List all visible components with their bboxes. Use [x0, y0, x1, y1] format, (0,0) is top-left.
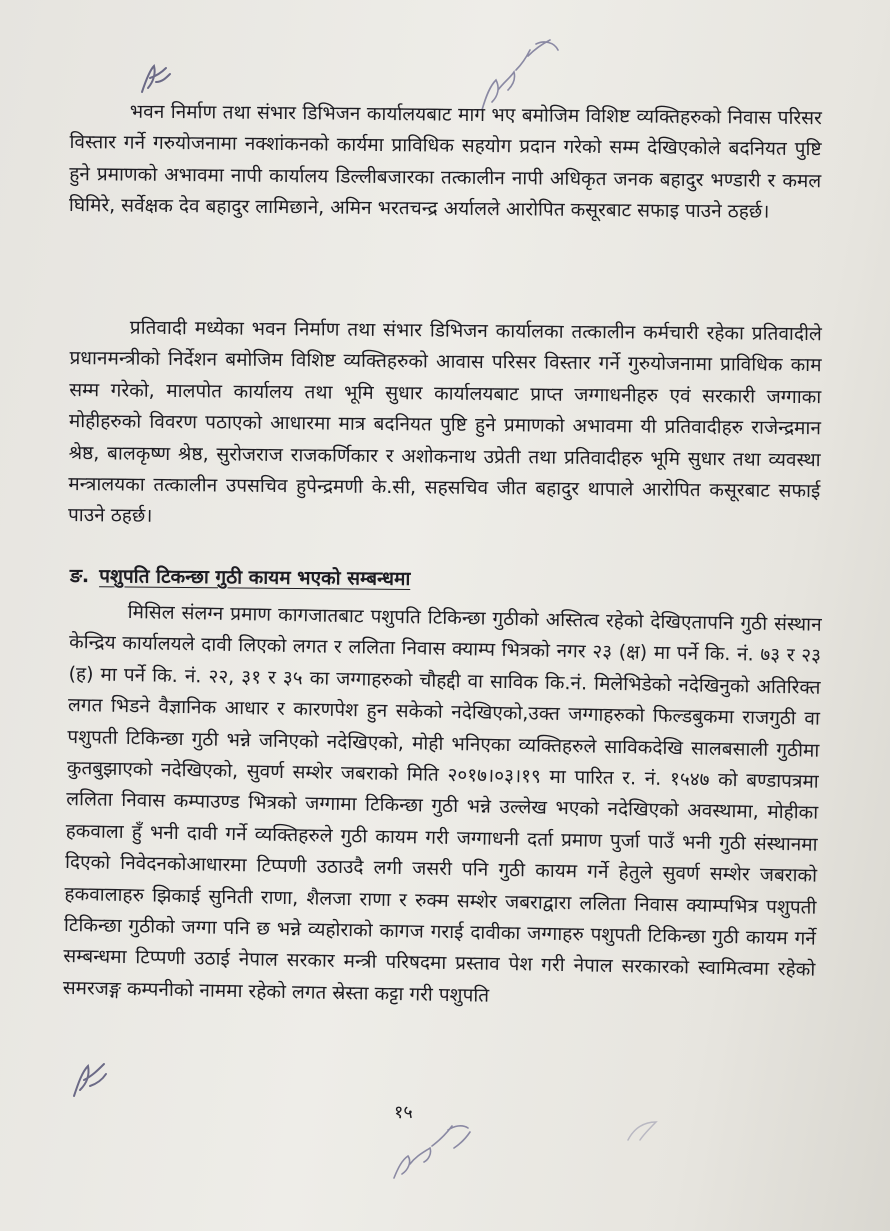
handwritten-margin-initial	[66, 1058, 112, 1102]
section-marker: ङ.	[69, 564, 90, 588]
faint-pen-mark	[620, 1110, 680, 1150]
handwritten-initial-mark	[136, 60, 176, 98]
paragraph-pashupati-guthi: मिसिल संलग्न प्रमाण कागजातबाट पशुपति टिकिन्छा गुठीको अस्तित्व रहेको देखिएतापनि गुठी संस्थान केन्द्रिय कार्यालयले दावी लिएको लगत र ललिता निवास क्याम्प भित्रको नगर २३ (क्ष) मा पर्ने कि. नं. ७३ र २३ (ह) मा पर्ने कि. नं. २२, ३१ र ३५ का जग्गाहरुको चौहद्दी वा साविक कि.नं. मिलेभिडेको नदेखिनुको अतिरिक्त लगत भिडने वैज्ञानिक आधार र कारणपेश हुन सकेको नदेखिएको,उक्त जग्गाहरुको फिल्डबुकमा राजगुठी वा पशुपती टिकिन्छा गुठी भन्ने जनिएको नदेखिएको, मोही भनिएका व्यक्तिहरुले साविकदेखि सालबसाली गुठीमा कुतबुझाएको नदेखिएको, सुवर्ण सम्शेर जबराको मिति २०१७।०३।१९ मा पारित र. नं. १५४७ को बण्डापत्रमा ललिता निवास कम्पाउण्ड भित्रको जग्गामा टिकिन्छा गुठी भन्ने उल्लेख भएको नदेखिएको अवस्थामा, मोहीका हकवाला हुँ भनी दावी गर्ने व्यक्तिहरुले गुठी कायम गरी जग्गाधनी दर्ता प्रमाण पुर्जा पाउँ भनी गुठी संस्थानमा दिएको निवेदनकोआधारमा टिप्पणी उठाउदै लगी जसरी पनि गुठी कायम गर्ने हेतुले सुवर्ण सम्शेर जबराको हकवालाहरु झिकाई सुनिती राणा, शैलजा राणा र रुक्म सम्शेर जबराद्वारा ललिता निवास क्याम्पभित्र पशुपती टिकिन्छा गुठीको जग्गा पनि छ भन्ने व्यहोराको कागज गराई दावीका जग्गाहरु पशुपती टिकिन्छा गुठी कायम गर्ने सम्बन्धमा टिप्पणी उठाई नेपाल सरकार मन्त्री परिषदमा प्रस्ताव पेश गरी नेपाल सरकारको स्वामित्वमा रहेको समरजङ्ग कम्पनीको नाममा रहेको लगत स्रेस्ता कट्टा गरी पशुपति	[62, 601, 822, 1007]
paragraph-building-division-staff: प्रतिवादी मध्येका भवन निर्माण तथा संभार डिभिजन कार्यालका तत्कालीन कर्मचारी रहेका प्रतिवादीले प्रधानमन्त्रीको निर्देशन बमोजिम विशिष्ट व्यक्तिहरुको आवास परिसर विस्तार गर्ने गुरुयोजनामा प्राविधिक काम सम्म गरेको, मालपोत कार्यालय तथा भूमि सुधार कार्यालयबाट प्राप्त जग्गाधनीहरु एवं सरकारी जग्गाका मोहीहरुको विवरण पठाएको आधारमा मात्र बदनियत पुष्टि हुने प्रमाणको अभावमा यी प्रतिवादीहरु राजेन्द्रमान श्रेष्ठ, बालकृष्ण श्रेष्ठ, सुरोजराज राजकर्णिकार र अशोकनाथ उप्रेती तथा प्रतिवादीहरु भूमि सुधार तथा व्यवस्था मन्त्रालयका तत्कालीन उपसचिव हुपेन्द्रमणी के.सी, सहसचिव जीत बहादुर थापाले आरोपित कसूरबाट सफाई पाउने ठहर्छ।	[67, 316, 822, 528]
section-heading	[70, 562, 411, 593]
handwritten-bottom-signature	[384, 1108, 484, 1188]
page-number: १५	[394, 1102, 413, 1123]
paragraph-survey-officials: भवन निर्माण तथा संभार डिभिजन कार्यालयबाट माग भए बमोजिम विशिष्ट व्यक्तिहरुको निवास परिसर विस्तार गर्ने गरुयोजनामा नक्शांकनको कार्यमा प्राविधिक सहयोग प्रदान गरेको सम्म देखिएकोले बदनियत पुष्टि हुने प्रमाणको अभावमा नापी कार्यालय डिल्लीबजारका तत्कालीन नापी अधिकृत जनक बहादुर भण्डारी र कमल घिमिरे, सर्वेक्षक देव बहादुर लामिछाने, अमिन भरतचन्द्र अर्यालले आरोपित कसूरबाट सफाइ पाउने ठहर्छ।	[68, 100, 822, 223]
section-title: पशुपति टिकन्छा गुठी कायम भएको सम्बन्धमा	[99, 565, 411, 590]
